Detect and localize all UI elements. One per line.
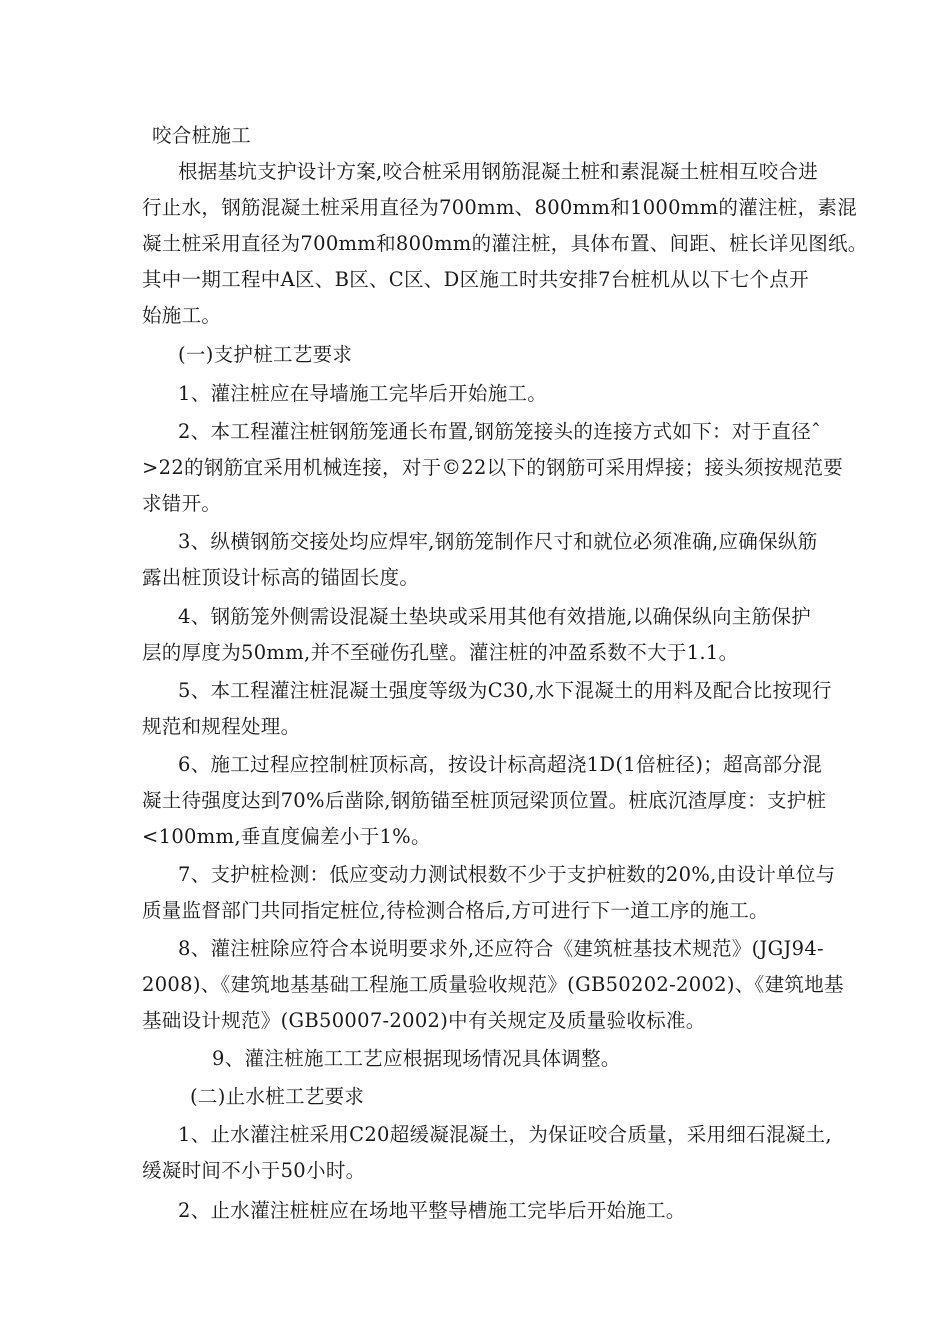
intro-line: 根据基坑支护设计方案,咬合桩采用钢筋混凝土桩和素混凝土桩相互咬合进 — [178, 160, 819, 183]
list-item-line: <100mm,垂直度偏差小于1%。 — [142, 825, 431, 848]
list-item-line: 求错开。 — [142, 492, 222, 515]
list-item-line: 7、支护桩检测：低应变动力测试根数不少于支护桩数的20%,由设计单位与 — [178, 863, 836, 886]
list-item-line: 缓凝时间不小于50小时。 — [142, 1159, 366, 1182]
list-item-line: 6、施工过程应控制桩顶标高，按设计标高超浇1D(1倍桩径)；超高部分混 — [178, 753, 823, 776]
list-item-line: 2、本工程灌注桩钢筋笼通长布置,钢筋笼接头的连接方式如下：对于直径ˆ — [178, 420, 822, 443]
list-item-line: 5、本工程灌注桩混凝土强度等级为C30,水下混凝土的用料及配合比按现行 — [178, 679, 832, 702]
list-item-line: 规范和规程处理。 — [142, 715, 301, 738]
list-item-line: 露出桩顶设计标高的锚固长度。 — [142, 566, 420, 589]
list-item-line: 凝土待强度达到70%后凿除,钢筋锚至桩顶冠梁顶位置。桩底沉渣厚度：支护桩 — [142, 789, 827, 812]
list-item-line: 8、灌注桩除应符合本说明要求外,还应符合《建筑桩基技术规范》(JGJ94- — [178, 937, 824, 960]
intro-line: 行止水，钢筋混凝土桩采用直径为700mm、800mm和1000mm的灌注桩，素混 — [142, 196, 858, 219]
list-item-line: 4、钢筋笼外侧需设混凝土垫块或采用其他有效措施,以确保纵向主筋保护 — [178, 605, 812, 628]
list-item-line: 层的厚度为50mm,并不至碰伤孔壁。灌注桩的冲盈系数不大于1.1。 — [142, 641, 739, 664]
list-item-line: 1、止水灌注桩采用C20超缓凝混凝土，为保证咬合质量，采用细石混凝土, — [178, 1123, 832, 1146]
list-item-line: >22的钢筋宜采用机械连接，对于©22以下的钢筋可采用焊接；接头须按规范要 — [142, 456, 844, 479]
list-item-line: 1、灌注桩应在导墙施工完毕后开始施工。 — [178, 382, 548, 405]
section-title: 咬合桩施工 — [152, 124, 252, 147]
subsection-heading: (二)止水桩工艺要求 — [190, 1085, 365, 1108]
intro-line: 其中一期工程中A区、B区、C区、D区施工时共安排7台桩机从以下七个点开 — [142, 268, 809, 291]
list-item-line: 2008)、《建筑地基基础工程施工质量验收规范》(GB50202-2002)、《建筑地基 — [142, 973, 844, 996]
list-item-line: 9、灌注桩施工工艺应根据现场情况具体调整。 — [212, 1047, 621, 1070]
intro-line: 始施工。 — [142, 304, 222, 327]
subsection-heading: (一)支护桩工艺要求 — [178, 343, 353, 366]
list-item-line: 2、止水灌注桩桩应在场地平整导槽施工完毕后开始施工。 — [178, 1199, 686, 1222]
list-item-line: 基础设计规范》(GB50007-2002)中有关规定及质量验收标准。 — [142, 1009, 706, 1032]
intro-line: 凝土桩采用直径为700mm和800mm的灌注桩，具体布置、间距、桩长详见图纸。 — [142, 232, 868, 255]
list-item-line: 3、纵横钢筋交接处均应焊牢,钢筋笼制作尺寸和就位必须准确,应确保纵筋 — [178, 530, 818, 553]
list-item-line: 质量监督部门共同指定桩位,待检测合格后,方可进行下一道工序的施工。 — [142, 899, 769, 922]
